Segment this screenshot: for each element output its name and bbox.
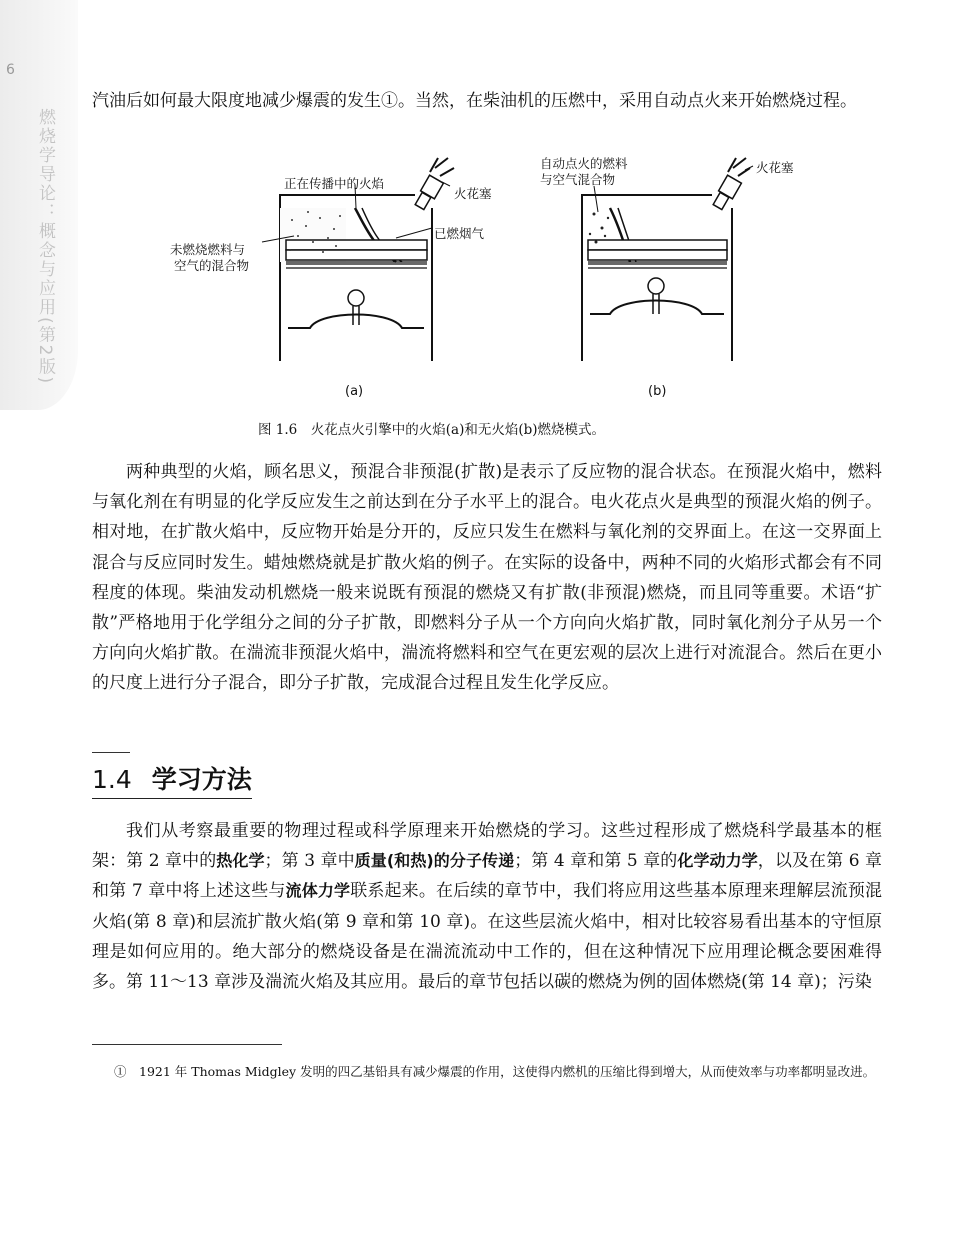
book-side-title: 燃烧学导论：概念与应用(第2版) [35, 108, 55, 386]
section-number: 1.4 [92, 765, 132, 794]
paragraph-1: 汽油后如何最大限度地减少爆震的发生①。当然，在柴油机的压燃中，采用自动点火来开始燃烧过程。 [92, 91, 857, 111]
section-rule [92, 752, 130, 753]
label-burned-gas: 已燃烟气 [434, 226, 485, 241]
section-title: 学习方法 [151, 765, 252, 794]
spark-plug-a [415, 158, 454, 210]
side-tab [0, 0, 78, 410]
label-spark-plug-a: 火花塞 [454, 186, 492, 201]
figure-caption: 图 1.6 火花点火引擎中的火焰(a)和无火焰(b)燃烧模式。 [258, 422, 606, 438]
p3-text-1: 我们从考察最重要的物理过程或科学原理来开始燃烧的学习。这些过程形成了燃烧科学最基本的框架：第 2 章中的 [92, 821, 882, 872]
subfigure-b-label: (b) [648, 384, 667, 399]
label-unburned-2: 空气的混合物 [174, 258, 250, 273]
autoignition-spots-b [589, 213, 609, 244]
cylinder-a [280, 195, 432, 361]
subfigure-a-label: (a) [345, 384, 364, 399]
label-flame-front: 正在传播中的火焰 [284, 176, 385, 191]
p3-text-3: ；第 4 章和第 5 章的 [514, 851, 678, 872]
label-unburned-1: 未燃烧燃料与 [170, 242, 246, 257]
label-autoignite-2: 与空气混合物 [540, 172, 616, 187]
footnote-rule [92, 1044, 282, 1045]
section-heading [92, 760, 252, 799]
page-number: 6 [6, 62, 15, 78]
p3-text-2: ；第 3 章中 [264, 851, 355, 872]
term-molecular-transport: 质量(和热)的分子传递 [354, 851, 515, 871]
term-chemical-kinetics: 化学动力学 [677, 851, 758, 871]
paragraph-3 [92, 816, 882, 997]
p3-text-4: ，以及在第 6 章和第 7 章中将上述这些与 [92, 851, 882, 902]
paragraph-2: 两种典型的火焰，顾名思义，预混合非预混(扩散)是表示了反应物的混合状态。在预混火焰中，燃料与氧化剂在有明显的化学反应发生之前达到在分子水平上的混合。电火花点火是典型的预混火焰的例子。相对地，在扩散火焰中，反应物开始是分开的，反应只发生在燃料与氧化剂的交界面上。在这一交界面上混合与反应同时发生。蜡烛燃烧就是扩散火焰的例子。在实际的设备中，两种不同的火焰形式都会有不同程度的体现。柴油发动机燃烧一般来说既有预混的燃烧又有扩散(非预混)燃烧，而且同等重要。术语“扩散”严格地用于化学组分之间的分子扩散，即燃料分子从一个方向向火焰扩散，同时氧化剂分子从另一个方向向火焰扩散。在湍流非预混火焰中，湍流将燃料和空气在更宏观的层次上进行对流混合。然后在更小的尺度上进行分子混合，即分子扩散，完成混合过程且发生化学反应。 [92, 462, 882, 694]
label-autoignite-1: 自动点火的燃料 [540, 156, 628, 171]
engine-diagram [150, 150, 850, 410]
cylinder-b [582, 195, 732, 361]
p3-text-5: 联系起来。在后续的章节中，我们将应用这些基本原理来理解层流预混火焰(第 8 章)和层流扩散火焰(第 9 章和第 10 章)。在这些层流火焰中，相对比较容易看出基本的守恒原理是如何应用的。绝大部分的燃烧设备是在湍流流动中工作的，但在这种情况下应用理论概念要困难得多。第 11～13 章涉及湍流火焰及其应用。最后的章节包括以碳的燃烧为例的固体燃烧(第 14 章)；污染 [92, 881, 882, 993]
term-fluid-mechanics: 流体力学 [285, 881, 351, 901]
label-spark-plug-b: 火花塞 [756, 160, 794, 175]
figure-1-6 [150, 150, 850, 445]
footnote: ① 1921 年 Thomas Midgley 发明的四乙基铅具有减少爆震的作用，这使得内燃机的压缩比得到增大，从而使效率与功率都明显改进。 [114, 1064, 876, 1079]
term-thermochemistry: 热化学 [216, 851, 265, 871]
spark-plug-b [713, 158, 750, 210]
